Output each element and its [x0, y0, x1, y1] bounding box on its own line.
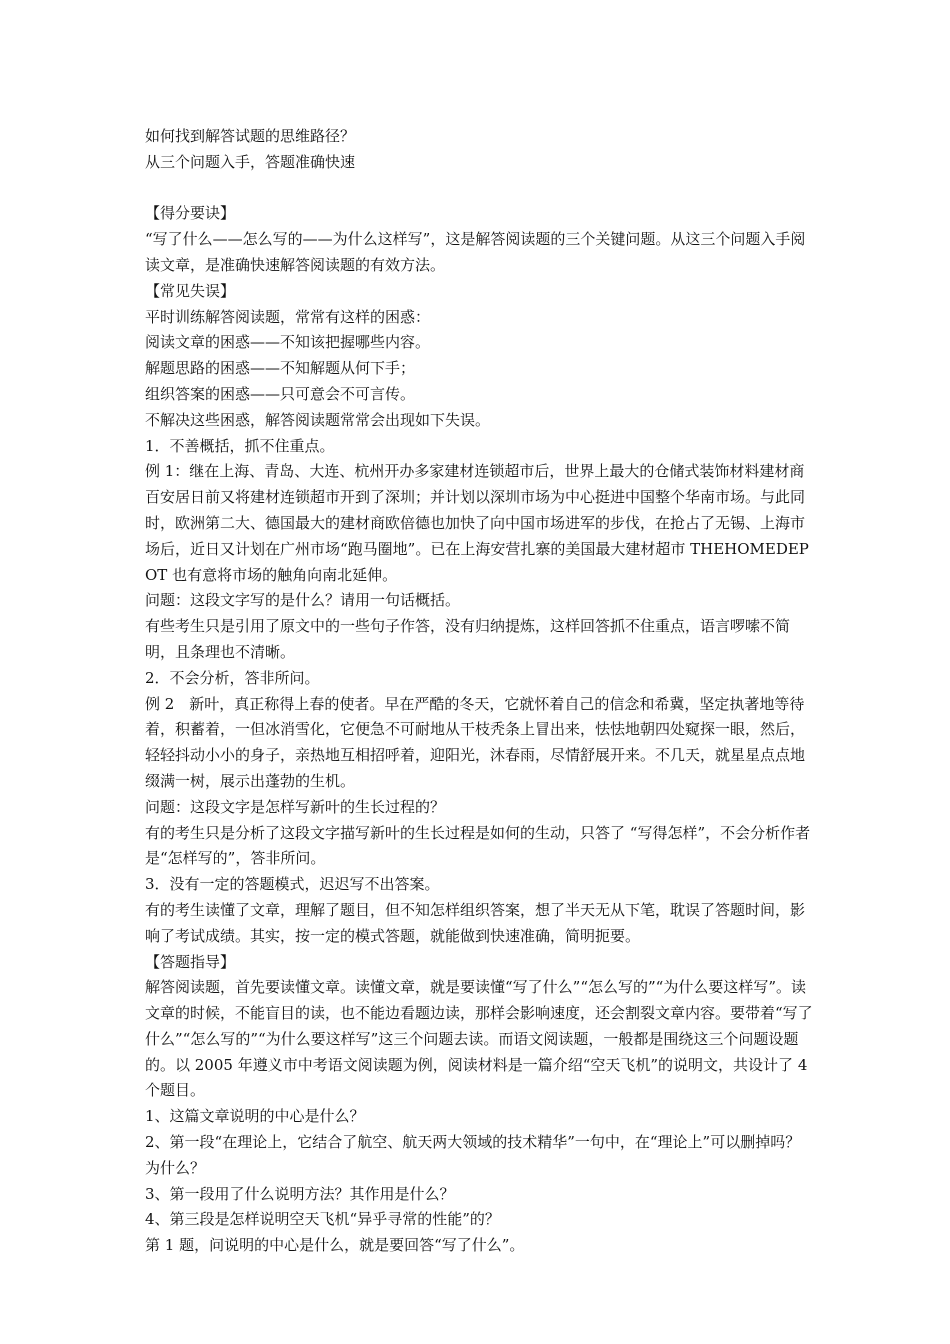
- doc-subtitle: 从三个问题入手，答题准确快速: [145, 152, 356, 171]
- question-item: 3、第一段用了什么说明方法？其作用是什么？: [145, 1184, 455, 1203]
- paragraph: “写了什么——怎么写的——为什么这样写”，这是解答阅读题的三个关键问题。从这三个问题入手阅读文章，是准确快速解答阅读题的有效方法。: [145, 230, 806, 274]
- paragraph: 有的考生读懂了文章，理解了题目，但不知怎样组织答案，想了半天无从下笔，耽误了答题时间，影响了考试成绩。其实，按一定的模式答题，就能做到快速准确，简明扼要。: [145, 900, 806, 945]
- question-item: 1、这篇文章说明的中心是什么？: [145, 1107, 365, 1126]
- question-paragraph: 问题：这段文字是怎样写新叶的生长过程的？: [145, 797, 446, 816]
- list-item: 2．不会分析，答非所问。: [145, 668, 320, 687]
- paragraph: 第 1 题，问说明的中心是什么，就是要回答“写了什么”。: [145, 1236, 525, 1255]
- list-item: 1．不善概括，抓不住重点。: [145, 436, 335, 455]
- blank-line: [145, 176, 813, 202]
- paragraph: 阅读文章的困惑——不知该把握哪些内容。: [145, 333, 431, 352]
- section-heading-scoring-tips: 【得分要诀】: [145, 204, 236, 223]
- section-heading-answer-guide: 【答题指导】: [145, 952, 236, 971]
- paragraph: 有些考生只是引用了原文中的一些句子作答，没有归纳提炼，这样回答抓不住重点，语言啰嗦不简明，且条理也不清晰。: [145, 617, 791, 661]
- question-item: 4、第三段是怎样说明空天飞机“异乎寻常的性能”的？: [145, 1210, 500, 1229]
- example-paragraph: 例 2 新叶，真正称得上春的使者。早在严酷的冬天，它就怀着自己的信念和希冀，坚定执著地等待着，积蓄着，一但冰消雪化，它便急不可耐地从干枝秃条上冒出来，怯怯地朝四处窥探一眼，然后，轻轻抖动小小的身子，亲热地互相招呼着，迎阳光，沐春雨，尽情舒展开来。不几天，就星星点点地缀满一树，展示出蓬勃的生机。: [145, 694, 806, 790]
- question-paragraph: 问题：这段文字写的是什么？请用一句话概括。: [145, 591, 461, 610]
- section-heading-common-mistakes: 【常见失误】: [145, 281, 236, 300]
- example-paragraph: 例 1：继在上海、青岛、大连、杭州开办多家建材连锁超市后，世界上最大的仓储式装饰材料建材商百安居日前又将建材连锁超市开到了深圳；并计划以深圳市场为中心挺进中国整个华南市场。与此同时，欧洲第二大、德国最大的建材商欧倍德也加快了向中国市场进军的步伐，在抢占了无锡、上海市场后，近日又计划在广州市场“跑马圈地”。已在上海安营扎寨的美国最大建材超市 THEHOMEDEPOT 也有意将市场的触角向南北延伸。: [145, 462, 809, 584]
- list-item: 3．没有一定的答题模式，迟迟写不出答案。: [145, 875, 440, 894]
- question-item: 2、第一段“在理论上，它结合了航空、航天两大领域的技术精华”一句中，在“理论上”可以删掉吗？为什么？: [145, 1133, 801, 1177]
- paragraph: 不解决这些困惑，解答阅读题常常会出现如下失误。: [145, 410, 491, 429]
- doc-title: 如何找到解答试题的思维路径？: [145, 127, 356, 145]
- paragraph: 解答阅读题，首先要读懂文章。读懂文章，就是要读懂“写了什么”“怎么写的”“为什么要这样写”。读文章的时候，不能盲目的读，也不能边看题边读，那样会影响速度，还会割裂文章内容。要带着“写了什么”“怎么写的”“为什么要这样写”这三个问题去读。而语文阅读题，一般都是围绕这三个问题设题的。以 2005 年遵义市中考语文阅读题为例，阅读材料是一篇介绍“空天飞机”的说明文，共设计了 4 个题目。: [145, 978, 813, 1100]
- paragraph: 平时训练解答阅读题，常常有这样的困惑：: [145, 307, 431, 326]
- paragraph: 组织答案的困惑——只可意会不可言传。: [145, 384, 416, 403]
- document-page: [145, 124, 813, 1259]
- paragraph: 解题思路的困惑——不知解题从何下手；: [145, 359, 416, 378]
- paragraph: 有的考生只是分析了这段文字描写新叶的生长过程是如何的生动，只答了 “写得怎样”，不会分析作者是“怎样写的”，答非所问。: [145, 823, 811, 868]
